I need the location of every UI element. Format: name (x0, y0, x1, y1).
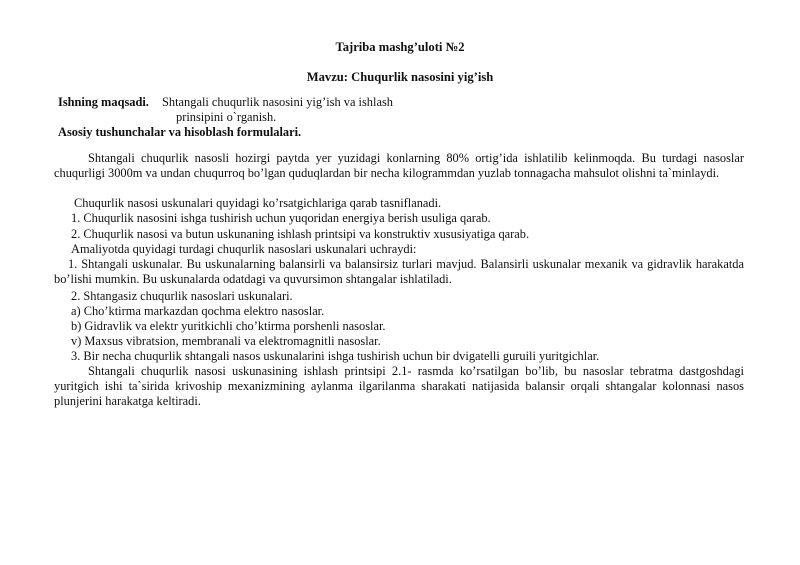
goal-text-line-1: Shtangali chuqurlik nasosini yig’ish va ishlash (162, 95, 393, 109)
list-item-1: 1. Chuqurlik nasosini ishga tushirish uchun yuqoridan energiya berish usuliga qarab. (71, 211, 491, 225)
goal-text-line-2: prinsipini o`rganish. (176, 110, 277, 124)
sub-item-v: v) Maxsus vibratsion, membranali va elektromagnitli nasoslar. (71, 334, 381, 348)
sub-item-b: b) Gidravlik va elektr yuritkichli cho’ktirma porshenli nasoslar. (71, 319, 386, 333)
concepts-heading: Asosiy tushunchalar va hisoblash formulalari. (58, 125, 302, 139)
closing-paragraph: Shtangali chuqurlik nasosi uskunasining ishlash printsipi 2.1- rasmda ko’rsatilgan bo’lib, bu nasoslar tebratma dastgoshdagi yuritgich ishi ta`sirida krivoship mexanizmining aylanma ilgarilanma sharakati natijasida balansir orqali shtangalar kolonnasi nasos plunjerini harakatga keltiradi. (54, 364, 744, 409)
document-subject: Mavzu: Chuqurlik nasosini yig’ish (306, 70, 494, 84)
list-item-2: 2. Chuqurlik nasosi va butun uskunaning ishlash printsipi va konstruktiv xususiyatiga qarab. (71, 227, 530, 241)
classification-line: Chuqurlik nasosi uskunalari quyidagi ko’rsatgichlariga qarab tasniflanadi. (74, 196, 442, 210)
rod-units-paragraph: 1. Shtangali uskunalar. Bu uskunalarning balansirli va balansirsiz turlari mavjud. Balansirli uskunalar mexanik va gidravlik harakatda bo’lishi mumkin. Bu uskunalarda odatdagi va quvursimon shtangalar ishlatiladi. (54, 257, 744, 287)
practice-line: Amaliyotda quyidagi turdagi chuqurlik nasoslari uskunalari uchraydi: (71, 242, 417, 256)
intro-paragraph: Shtangali chuqurlik nasosli hozirgi paytda yer yuzidagi konlarning 80% ortig’ida ishlatilib kelinmoqda. Bu turdagi nasoslar chuqurligi 3000m va undan chuqurroq bo’lgan quduqlardan bir necha kilogrammdan yuzlab tonnagacha mahsulot olishni ta`minlaydi. (54, 151, 744, 181)
goal-row (58, 95, 393, 110)
document-title: Tajriba mashg’uloti №2 (335, 40, 465, 54)
goal-label: Ishning maqsadi. (58, 95, 149, 109)
list-item-3: 3. Bir necha chuqurlik shtangali nasos uskunalarini ishga tushirish uchun bir dvigatelli guruili yuritgichlar. (71, 349, 600, 363)
sub-item-a: a) Cho’ktirma markazdan qochma elektro nasoslar. (71, 304, 325, 318)
rodless-heading: 2. Shtangasiz chuqurlik nasoslari uskunalari. (71, 289, 293, 303)
